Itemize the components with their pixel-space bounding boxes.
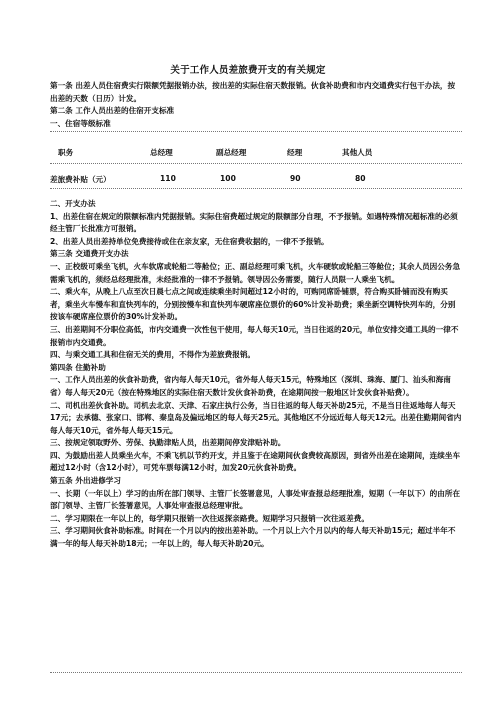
lodging-standard-heading: 一、住宿等级标准 <box>50 118 111 128</box>
paragraph: 三、按规定领取野外、劳保、执勤津贴人员，出差期间停发津贴补助。 <box>50 438 286 448</box>
table-header-cell: 经理 <box>287 148 303 157</box>
paragraph: 四、为鼓励出差人员乘坐火车，不乘飞机以节约开支，并且鉴于在途期间伙食费较高原因，到省外出差在途期间，连续坐车超过12小时（含12小时），可凭车票每满12小时，加发20元伙食补助费。 <box>50 450 461 473</box>
document-title: 关于工作人员差旅费开支的有关规定 <box>170 65 326 76</box>
paragraph: 一、正校级可乘坐飞机，火车软席或轮船二等舱位；正、副总经理可乘飞机，火车硬软或轮船三等舱位；其余人员因公务急需乘飞机的，须经总经理批准，未经批准的一律不予报销。领导因公务需要，随行人员限一人乘坐飞机。 <box>50 261 461 284</box>
table-row-label: 差旅费补贴（元） <box>50 175 111 184</box>
paragraph: 二、司机出差伙食补助。司机去北京、天津、石家庄执行公务，当日往返的每人每天补助25元，不是当日往返地每人每天17元；去承德、张家口、邯郸、秦皇岛及偏远地区的每人每天25元。其他地区不分远近每人每天12元。出差住勤期间省内每人每天10元，省外每人每天15元。 <box>50 400 462 435</box>
paragraph: 一、长期（一年以上）学习的由所在部门领导、主管厂长签署意见，人事处审查报总经理批准，短期（一年以下）的由所在部门领导、主管厂长签署意见，人事处审查报总经理审批。 <box>50 488 461 511</box>
table-row <box>50 174 462 188</box>
bottom-rule <box>50 672 462 673</box>
section-heading: 二、开支办法 <box>50 199 96 208</box>
paragraph: 三、学习期间伙食补助标准。时间在一个月以内的按出差补助。一个月以上六个月以内的每人每天补助15元；超过半年不满一年的每人每天补助18元；一年以上的，每人每天补助20元。 <box>50 526 456 549</box>
table-cell: 110 <box>160 174 176 183</box>
table-middle-rule <box>50 163 462 164</box>
table-header-cell: 职务 <box>58 148 74 157</box>
table-top-rule <box>50 131 462 132</box>
article-5-heading: 第五条 外出进修学习 <box>50 476 121 486</box>
paragraph: 三、出差期间不分职位高低，市内交通费一次性包干使用，每人每天10元，当日往返的20元，单位安排交通工具的一律不报销市内交通费。 <box>50 324 459 347</box>
paragraph: 四、与乘交通工具和住宿无关的费用，不得作为差旅费报销。 <box>50 350 256 360</box>
table-cell: 80 <box>355 174 366 183</box>
table-cell: 100 <box>220 174 236 183</box>
article-2-heading: 第二条 工作人员出差的住宿开支标准 <box>50 106 175 116</box>
table-header-row <box>50 147 462 161</box>
article-1-paragraph: 第一条 出差人员住宿费实行限额凭据报销办法，按出差的实际住宿天数报销。伙食补助费和市内交通费实行包干办法，按出差的天数（日历）计发。 <box>50 81 456 103</box>
article-3-heading: 第三条 交通费开支办法 <box>50 249 129 259</box>
table-header-cell: 副总经理 <box>216 148 247 157</box>
article-4-heading: 第四条 住勤补助 <box>50 362 106 372</box>
paragraph: 二、学习期限在一年以上的，每学期只报销一次往返探亲路费。短期学习只报销一次往返差费。 <box>50 513 369 523</box>
paragraph: 1、出差住宿在规定的限额标准内凭据报销。实际住宿费超过规定的限额部分自理，不予报销。如遇特殊情况超标准的必须经主管厂长批准方可报销。 <box>50 211 458 234</box>
table-header-cell: 总经理 <box>150 148 173 157</box>
intro-section <box>50 80 462 130</box>
regulations-body <box>50 198 462 551</box>
table-bottom-rule <box>50 188 462 189</box>
paragraph: 2、出差人员出差持单位免费接待或住在亲友家，无住宿费收据的，一律不予报销。 <box>50 236 329 246</box>
table-header-cell: 其他人员 <box>342 148 373 157</box>
paragraph: 一、工作人员出差的伙食补助费，省内每人每天10元，省外每人每天15元，特殊地区（深圳、珠海、厦门、汕头和海南省）每人每天20元（按在特殊地区的实际住宿天数计发伙食补助费，在途期间按一般地区计发伙食补贴费）。 <box>50 375 451 397</box>
paragraph: 二、乘火车，从晚上八点至次日晨七点之间或连续乘坐时间超过12小时的，可购同席卧铺票，符合购买卧铺而没有购买者，乘坐火车慢车和直快列车的，分别按慢车和直快列车硬席座位票价的60%计发补助费；乘坐新空调特快列车的，分别按该车硬席座位票价的30%计发补助。 <box>50 287 456 322</box>
table-cell: 90 <box>290 174 301 183</box>
